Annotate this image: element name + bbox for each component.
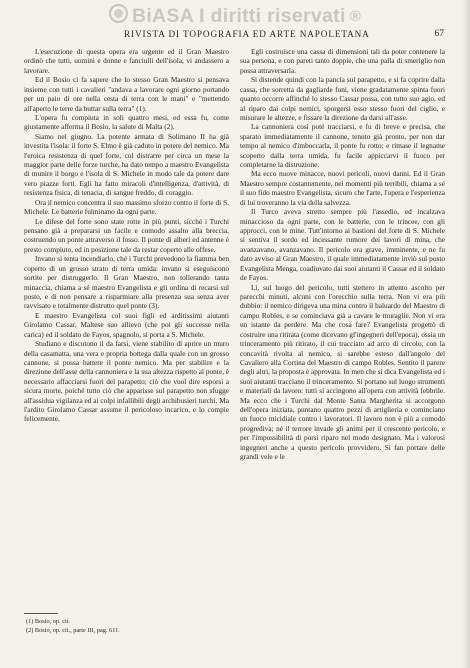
right-column — [240, 47, 445, 462]
watermark-text: BiASA I diritti riservati — [131, 5, 346, 27]
registered-mark-icon: ® — [349, 8, 362, 26]
watermark — [0, 4, 470, 28]
footnote: (1) Bosio, op. cit. — [26, 618, 71, 625]
paragraph: E maestro Evangelista col suoi figli ed arditissimi aiutanti Girolamo Cassar, Maltese suo allievo (che poi gli successe nella carica) ed il soldato de Fayos, spagnolo, si porta a S. Michele. — [24, 310, 229, 339]
paragraph: Ma ecco nuove minacce, nuovi pericoli, nuovi danni. Ed il Gran Maestro sempre costantemente, nei momenti più terribili, chiama a sé il suo fido maestro Evangelista, sicuro che l'arte, l'opera e l'esperienza di lui troveranno la via della salvezza. — [240, 169, 445, 207]
paragraph: Studiano e discutono il da farsi, viene stabilito di aprire un muro della casamatta, una vera e propria bottega dalla quale con un grosso cannone, si possa battere il ponte nemico. Ma per stabilire e la direzione dell'asse della cannoniera e la sua altezza rispetto al ponte, è necessario affacciarsi fuori del parapetto; ciò che vuol dire esporsi a sicura morte, poiché tutto ciò che apparisse sul parapetto non sfugge all'assidua vigilanza ed ai colpi infallibili degli archibusieri turchi. Ma l'ardito Girolamo Cassar assume il pericoloso incarico, e lo compie felicemente. — [24, 339, 229, 424]
library-seal-icon — [109, 4, 128, 23]
paragraph: Egli costruisce una cassa di dimensioni tali da poter contenere la sua persona, e con pareti tanto doppie, che una palla di smeriglio non possa attraversarla. — [240, 47, 445, 75]
page-number: 67 — [434, 29, 444, 39]
paragraph: L'esecuzione di questa opera era urgente ed il Gran Maestro ordinò che tutti, uomini e donne e fanciulli dell'isola, vi andassero a lavorare. — [24, 47, 229, 75]
footnote-rule — [24, 613, 58, 614]
paragraph: L'opera fu compiuta in soli quattro mesi, ed essa fu, come giustamente afferma il Bosio, la salute di Malta (2). — [24, 112, 229, 132]
paragraph: Siamo nel giugno. La potente armata di Solimano II ha già investita l'isola: il forte S. Elmo è già caduto in potere del nemico. Ma l'eroica resistenza di quel forte, col distrarre per circa un mese la maggior parte delle forze turche, ha dato tempo a maestro Evangelista di munire il borgo e l'isola di S. Michele in modo tale da potere dare vero piazze forti. Egli ha fatto miracoli d'intelligenza, d'attività, di resistenza fisica, di tenacia, di sangue freddo, di coraggio. — [24, 131, 229, 198]
paragraph: Ora il nemico concentra il suo massimo sforzo contro il forte di S. Michele. Le batterie fulminano da ogni parte. — [24, 197, 229, 217]
running-header — [24, 29, 444, 41]
paragraph: Lì, sul luogo del pericolo, tutti stettero in attento ascolto per parecchi minuti, alcuni con l'orecchio sulla terra. Non vi era più dubbio: il nemico dirigeva una mina contro il baluardo del Maestro di campo Robles, e se cominciava già a cavare le muraglie. Non vi era un istante da perdere. Ma che cosa fare? Evangelista progettò di costruire una ritirata (come dicevano gl'ingegneri dell'epoca), ossia un trinceramento più ritirato, il cui tracciato ad arco di circolo, con la concavità rivolta al nemico, si sarebbe esteso dall'angolo del Cavaliero alla Cortina del Maestro di campo Robles. Sentito il parere degli altri, la proposta è approvata. In men che si dica Evangelista ed i suoi aiutanti tracciano il trinceramento. Si portano sul luogo strumenti e materiali da lavoro: tutti si accingono all'opera con attività febbrile. Ma ecco che i Turchi dal Monte Santa Margherita si accorgono dell'opera iniziata, puntano quattro pezzi di artiglieria e cominciano un fuoco micidiale contro i lavoratori. Il lavoro non è più a comodo progrediva; né il terrore invade gli animi per il crescente pericolo, e per l'impossibilità di porsi riparo nel modo designato. Ma i valorosi ingegneri anche a questo pericolo provvidero. Si fan portare delle grandi vele e le — [240, 282, 445, 462]
left-column — [24, 47, 229, 424]
footnotes — [26, 617, 226, 635]
page-edge-shadow — [462, 0, 470, 668]
paragraph: La cannoniera così poté tracciarsi, e fu di breve e precisa, che sparato immediatamente il cannone, tenuto già pronto, per non dar tempo al nemico d'imboccarla, il ponte fu rotto; e rimase il legname scoperto dalla terra umida, fu facile appiccarvi il fuoco per completarne la distruzione. — [240, 122, 445, 170]
footnote: (2) Bosio, op. cit., parte III, pag. 611. — [26, 627, 120, 634]
paragraph: Si distende quindi con la pancia sul parapetto, e si fa coprire dalla cassa, che sorretta da gagliarde funi, viene gradatamente spinta fuori quanto occorre affinché lo stesso Cassar possa, con tutto suo agio, ed al riparo dai colpi nemici, sporgersi esso stesso fuori del ciglio, e misurare le altezze, e fissare la direzione da darsi all'asse. — [240, 75, 445, 122]
journal-title: RIVISTA DI TOPOGRAFIA ED ARTE NAPOLETANA — [124, 29, 370, 39]
paragraph: Il Turco aveva stretto sempre più l'assedio, ed incalzava minaccioso da ogni parte, con le batterie, con le trincee, con gli approcci, con le mine. Tutt'intorno ai bastioni del forte di S. Michele si sentiva il sordo ed incessante rumore dei lavori di mina, che avanzavano, avanzavano. Il pericolo era grave, imminente, e ne fu dato avviso al Gran Maestro, il quale immediatamente inviò sul posto Evangelista Menga, coadiuvato dai suoi aiutanti il Cassar ed il soldato de Fayos. — [240, 207, 445, 283]
paragraph: Ed il Bosio ci fa sapere che lo stesso Gran Maestro si pensava insieme con tutti i cavalieri "andava a lavorare ogni giorno portando per un paio di ore nella cesta di terra con le mani" e "mettendo all'aperto le terre da buttar sulla terra" (1). — [24, 75, 229, 113]
paragraph: Invano si tenta incendiarlo, ché i Turchi prevedono la fiamma ben coperto di un grosso strato di terra umida: invano si eseguiscono sortite per distruggerlo. Il Gran Maestro, non tollerando tanta minaccia, chiama a sé maestro Evangelista e gli ordina di recarsi sul posto, e di non pensare a risparmiare alla presenza sua senza aver ravvisato e totalmente distrutto quel ponte (3). — [24, 254, 229, 311]
paragraph: Le difese del forte sono state rotte in più punti, sicché i Turchi pensano già a prepararsi un facile e comodo assalto alla breccia, costruendo un ponte attraverso il fosso. Il ponte di alberi ed antenne è presto compiuto, ed in posizione tale da restar coperto alle offese. — [24, 216, 229, 254]
